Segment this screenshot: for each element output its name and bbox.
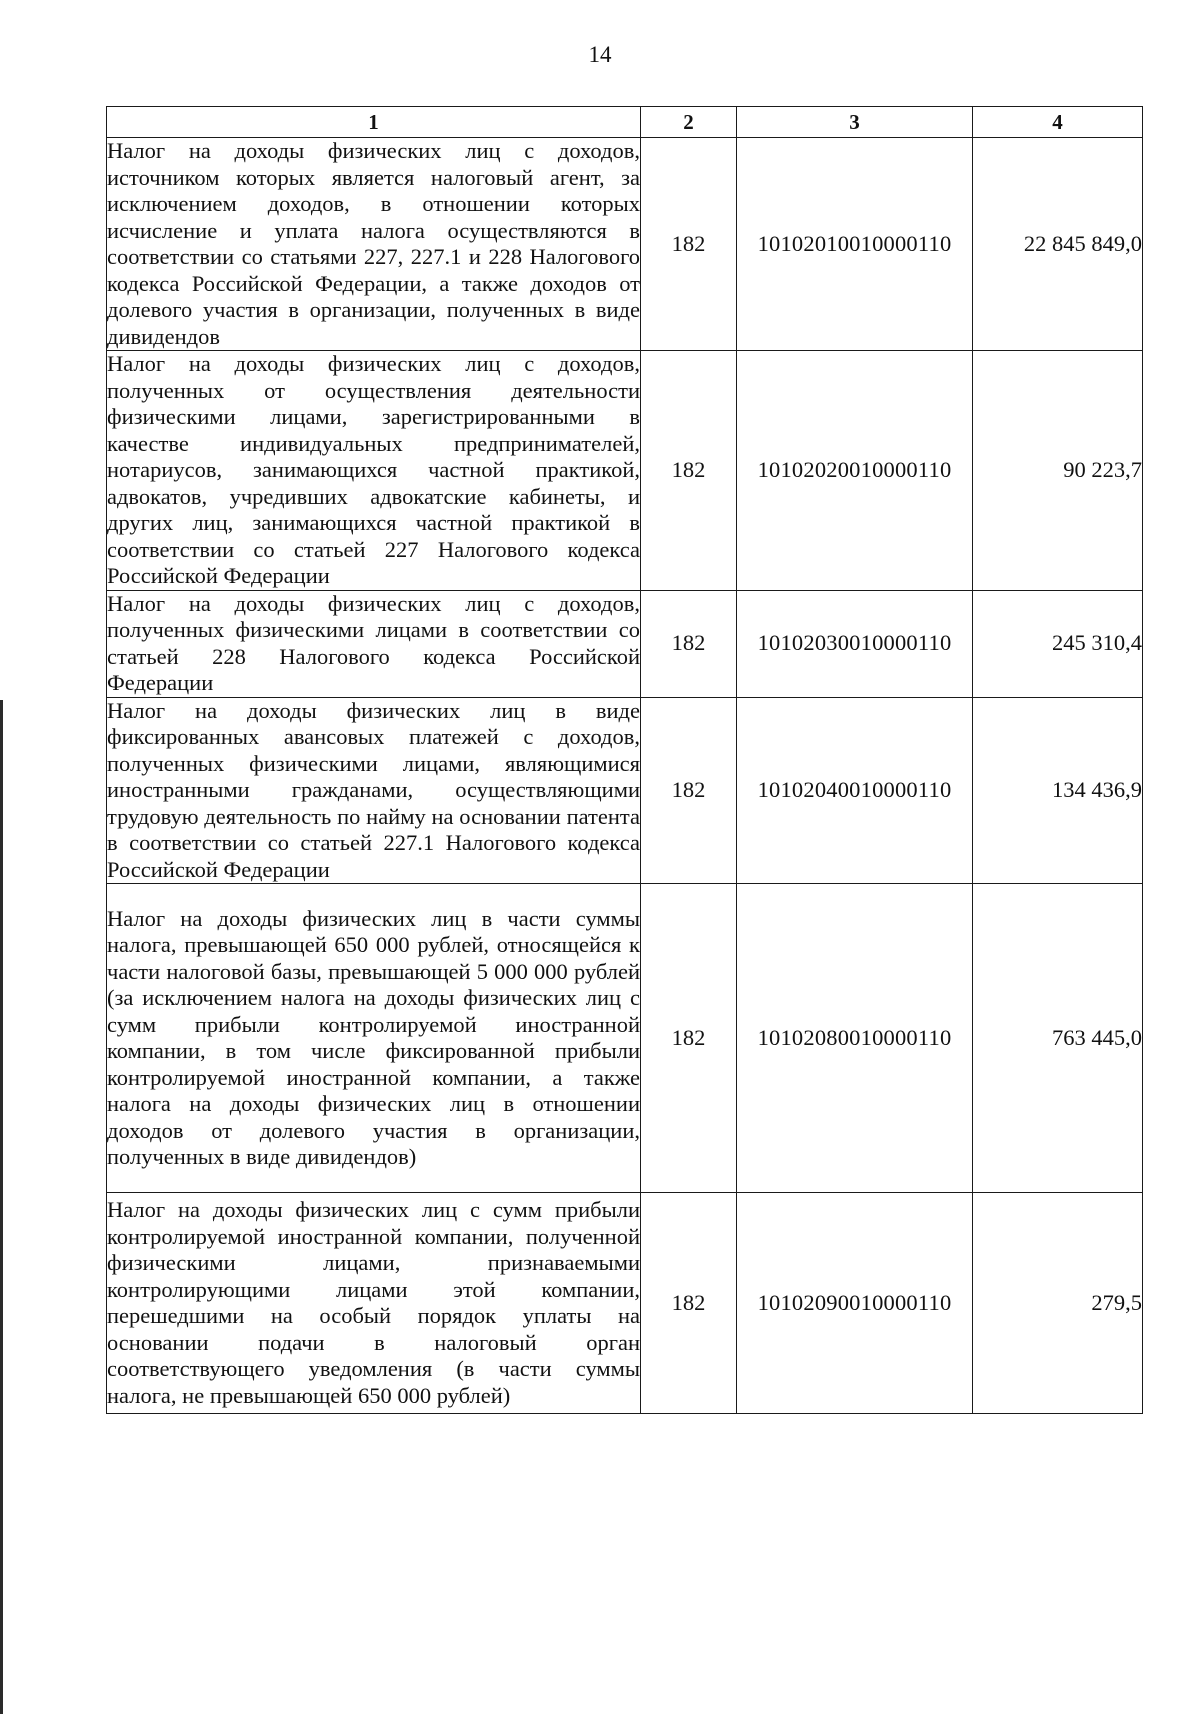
page-number: 14 bbox=[588, 42, 612, 67]
revenue-name: Налог на доходы физических лиц с доходов, источником которых является налоговый агент, за исключением доходов, в отношении которых исчисление и уплата налога осуществляются в соответствии со статьями 227, 227.1 и 228 Налогового кодекса Российской Федерации, а также доходов от долевого участия в организации, полученных в виде дивидендов bbox=[107, 138, 640, 349]
revenue-name: Налог на доходы физических лиц в виде фиксированных авансовых платежей с доходов, полученных физическими лицами, являющимися иностранными гражданами, осуществляющими трудовую деятельность по найму на основании патента в соответствии со статьей 227.1 Налогового кодекса Российской Федерации bbox=[107, 697, 640, 882]
header-col-4: 4 bbox=[973, 107, 1143, 138]
amount: 134 436,9 bbox=[973, 697, 1143, 884]
table-header-row bbox=[107, 107, 1143, 138]
admin-code: 182 bbox=[641, 590, 737, 697]
table-row bbox=[107, 1193, 1143, 1414]
amount: 763 445,0 bbox=[973, 884, 1143, 1193]
amount: 245 310,4 bbox=[973, 590, 1143, 697]
header-col-1: 1 bbox=[107, 107, 641, 138]
budget-classification-code: 10102020010000110 bbox=[737, 351, 973, 591]
admin-code: 182 bbox=[641, 351, 737, 591]
amount: 279,5 bbox=[973, 1193, 1143, 1414]
revenue-name: Налог на доходы физических лиц в части суммы налога, превышающей 650 000 рублей, относящейся к части налоговой базы, превышающей 5 000 000 рублей (за исключением налога на доходы физических лиц с сумм прибыли контролируемой иностранной компании, в том числе фиксированной прибыли контролируемой иностранной компании, а также налога на доходы физических лиц в отношении доходов от долевого участия в организации, полученных в виде дивидендов) bbox=[107, 884, 641, 1193]
revenue-name: Налог на доходы физических лиц с сумм прибыли контролируемой иностранной компании, полученной физическими лицами, признаваемыми контролирующими лицами этой компании, перешедшими на особый порядок уплаты на основании подачи в налоговый орган соответствующего уведомления (в части суммы налога, не превышающей 650 000 рублей) bbox=[107, 1193, 641, 1414]
budget-classification-code: 10102030010000110 bbox=[737, 590, 973, 697]
revenue-name: Налог на доходы физических лиц с доходов, полученных физическими лицами в соответствии со статьей 228 Налогового кодекса Российской Федерации bbox=[107, 590, 640, 695]
table-row bbox=[107, 590, 1143, 697]
scan-edge-shadow bbox=[0, 700, 3, 1714]
admin-code: 182 bbox=[641, 1193, 737, 1414]
budget-classification-code: 10102010010000110 bbox=[737, 138, 973, 351]
admin-code: 182 bbox=[641, 697, 737, 884]
table-row bbox=[107, 884, 1143, 1193]
budget-classification-code: 10102090010000110 bbox=[737, 1193, 973, 1414]
header-col-3: 3 bbox=[737, 107, 973, 138]
header-col-2: 2 bbox=[641, 107, 737, 138]
budget-classification-code: 10102040010000110 bbox=[737, 697, 973, 884]
revenue-name: Налог на доходы физических лиц с доходов, полученных от осуществления деятельности физическими лицами, зарегистрированными в качестве индивидуальных предпринимателей, нотариусов, занимающихся частной практикой, адвокатов, учредивших адвокатские кабинеты, и других лиц, занимающихся частной практикой в соответствии со статьей 227 Налогового кодекса Российской Федерации bbox=[107, 351, 640, 588]
admin-code: 182 bbox=[641, 138, 737, 351]
revenue-table bbox=[106, 106, 1143, 1414]
amount: 22 845 849,0 bbox=[973, 138, 1143, 351]
table-row bbox=[107, 138, 1143, 351]
table-row bbox=[107, 697, 1143, 884]
budget-classification-code: 10102080010000110 bbox=[737, 884, 973, 1193]
admin-code: 182 bbox=[641, 884, 737, 1193]
amount: 90 223,7 bbox=[973, 351, 1143, 591]
table-row bbox=[107, 351, 1143, 591]
